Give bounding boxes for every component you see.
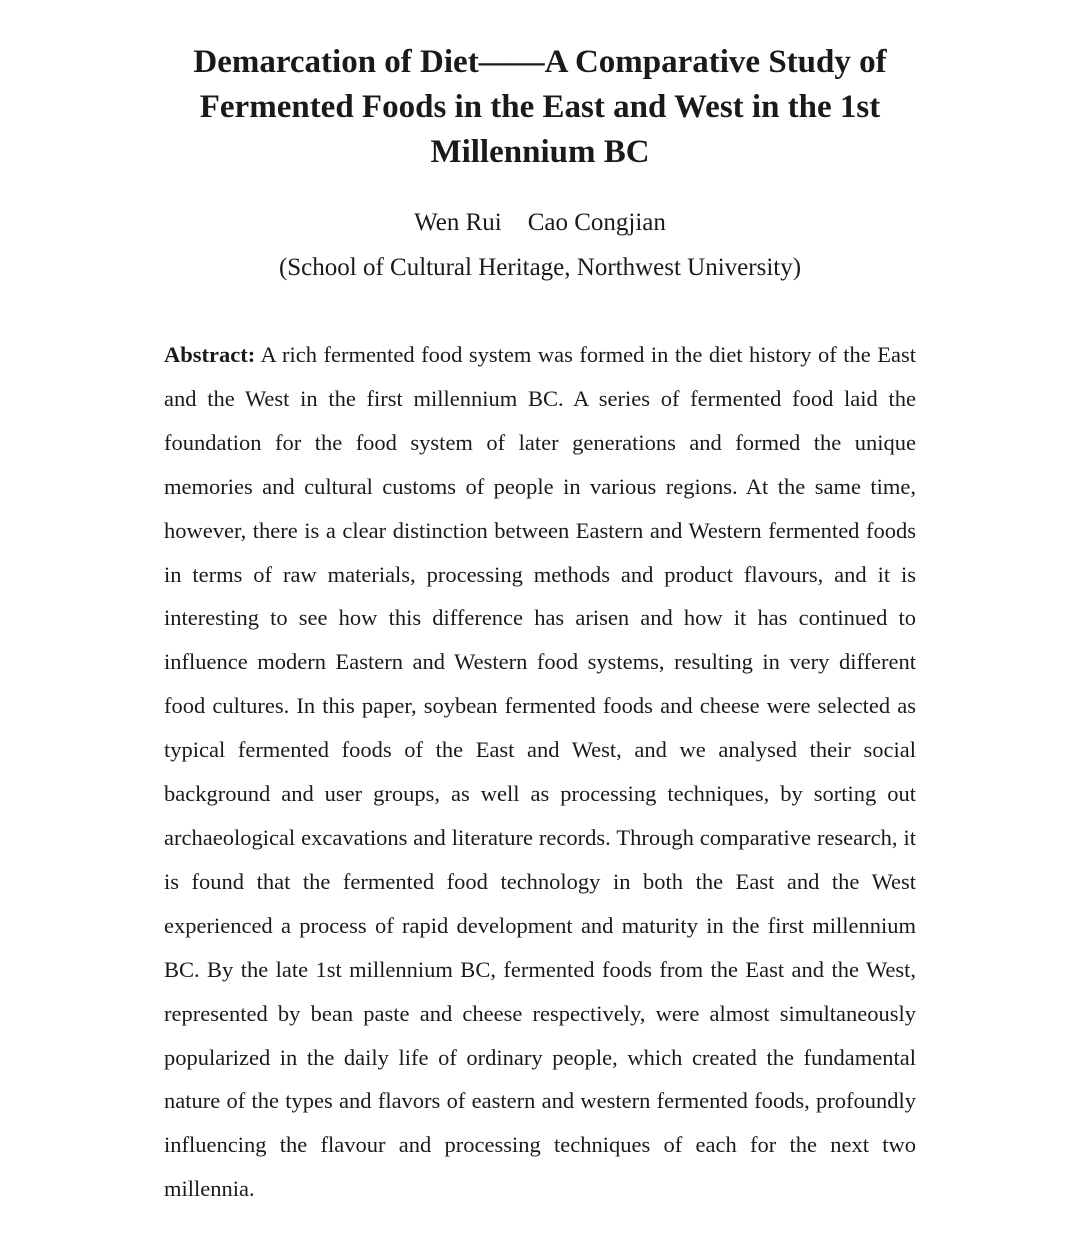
abstract-label: Abstract: bbox=[164, 342, 256, 367]
abstract-text: A rich fermented food system was formed in the diet history of the East and the West in the first millennium BC. A series of fermented food laid the foundation for the food system of later generations and formed the unique memories and cultural customs of people in various regions. At the same time, however, there is a clear distinction between Eastern and Western fermented foods in terms of raw materials, processing methods and product flavours, and it is interesting to see how this difference has arisen and how it has continued to influence modern Eastern and Western food systems, resulting in very different food cultures. In this paper, soybean fermented foods and cheese were selected as typical fermented foods of the East and West, and we analysed their social background and user groups, as well as processing techniques, by sorting out archaeological excavations and literature records. Through comparative research, it is found that the fermented food technology in both the East and the West experienced a process of rapid development and maturity in the first millennium BC. By the late 1st millennium BC, fermented foods from the East and the West, represented by bean paste and cheese respectively, were almost simultaneously popularized in the daily life of ordinary people, which created the fundamental nature of the types and flavors of eastern and western fermented foods, profoundly influencing the flavour and processing techniques of each for the next two millennia. bbox=[164, 342, 917, 1202]
paper-title: Demarcation of Diet——A Comparative Study of Fermented Foods in the East and West in the 1st Millennium BC bbox=[193, 44, 887, 170]
author-name: Wen Rui bbox=[414, 209, 502, 236]
abstract-paragraph bbox=[164, 333, 916, 1211]
author-name: Cao Congjian bbox=[527, 209, 666, 236]
author-affiliation: (School of Cultural Heritage, Northwest University) bbox=[278, 254, 802, 281]
author-list bbox=[0, 205, 1080, 241]
